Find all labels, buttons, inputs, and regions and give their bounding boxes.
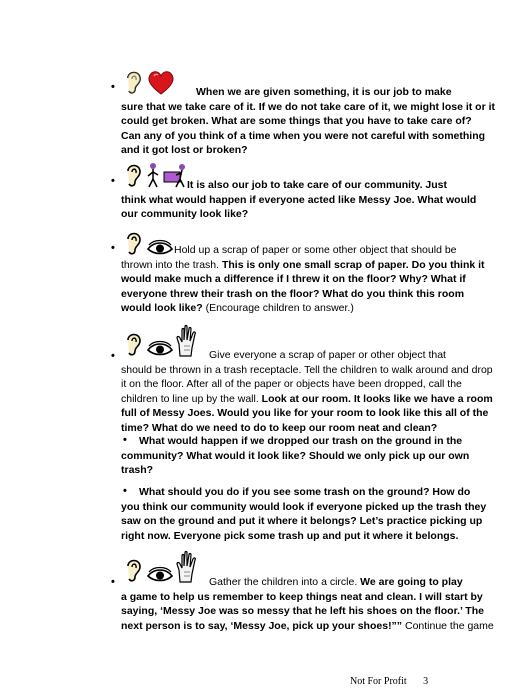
text-run: everyone threw their trash on the floor? What do you think this room (121, 287, 465, 300)
text-run: would make much a difference if I threw it on the floor? Why? What if (121, 273, 466, 285)
text-run: should be thrown in a trash receptacle. Tell the children to walk around and drop (121, 363, 493, 376)
text-line (121, 207, 465, 222)
text-run: would look like? (121, 302, 206, 314)
text-line (121, 287, 465, 302)
text-line (121, 463, 465, 478)
text-run: Give everyone a scrap of paper or other object that (209, 349, 446, 361)
text-line (121, 348, 465, 363)
text-line (121, 619, 494, 634)
text-line (121, 301, 465, 316)
text-line (121, 100, 495, 115)
bullet: • (111, 81, 115, 93)
text-run: What should you do if you see some trash on the ground? How do (139, 486, 471, 498)
text-line (121, 363, 493, 378)
paragraph-s7 (121, 575, 494, 633)
text-run: Can any of you think of a time when you were not careful with something (121, 129, 486, 142)
text-line (121, 258, 485, 273)
text-line (121, 421, 465, 436)
text-line (121, 243, 465, 258)
text-line (121, 377, 465, 392)
text-line (121, 604, 484, 619)
text-run: We are going to play (360, 576, 463, 588)
text-run: time? What do we need to do to keep our room neat and clean? (121, 421, 438, 434)
text-run: What would happen if we dropped our trash on the ground in the (139, 435, 463, 447)
paragraph-s2 (121, 178, 477, 222)
paragraph-s3 (121, 243, 485, 316)
bullet: • (123, 485, 127, 497)
text-line (121, 485, 471, 500)
footer-label: Not For Profit (350, 676, 407, 687)
paragraph-s6 (121, 485, 487, 543)
text-run: and it got lost or broken? (121, 144, 248, 156)
text-run: saw on the ground and put it where it belongs? Let’s practice picking up (121, 515, 483, 527)
bullet: • (111, 350, 115, 362)
text-line (121, 143, 465, 158)
text-run: you think our community would look if everyone picked up the trash they (121, 500, 487, 513)
text-line (121, 575, 465, 590)
text-run: community? What would it look like? Should we only pick up our own (121, 449, 470, 462)
text-line (121, 514, 483, 529)
text-run: full of Messy Joes. Would you like for your room to look like this all of the (121, 407, 489, 419)
paragraph-s1 (121, 85, 495, 158)
text-line (121, 529, 465, 544)
text-line (121, 449, 470, 464)
text-line (121, 85, 465, 100)
text-line (121, 178, 465, 193)
bullet: • (111, 576, 115, 588)
text-run: could get broken. What are some things that you have to take care of? (121, 115, 472, 127)
text-run: think what would happen if everyone acted like Messy Joe. What would (121, 193, 477, 206)
text-run: Look at our room. It looks like we have a room (261, 392, 493, 405)
text-run: Continue the game (404, 619, 494, 632)
page-footer (350, 676, 428, 687)
text-run: a game to help us remember to keep things neat and clean. I will start by (121, 590, 483, 603)
text-run: right now. Everyone pick some trash up and put it where it belongs. (121, 529, 459, 542)
text-line (121, 114, 472, 129)
bullet: • (111, 242, 115, 254)
text-run: Gather the children into a circle. (209, 576, 361, 588)
text-line (121, 500, 487, 515)
text-run: Hold up a scrap of paper or some other object that should be (174, 244, 457, 256)
text-run: next person is to say, ‘Messy Joe, pick up your shoes!”” (121, 619, 405, 632)
text-line (121, 406, 489, 421)
text-line (121, 590, 483, 605)
text-line (121, 272, 465, 287)
text-run: It is also our job to take care of our community. Just (187, 179, 448, 191)
text-run: This is only one small scrap of paper. Do you think it (221, 258, 485, 271)
text-run: trash? (121, 464, 154, 476)
paragraph-s5 (121, 434, 470, 478)
text-line (121, 193, 477, 208)
text-line (121, 392, 493, 407)
text-run: thrown into the trash. (121, 258, 222, 271)
text-run: our community look like? (121, 208, 249, 220)
text-line (121, 129, 486, 144)
text-run: it on the floor. After all of the paper or objects have been dropped, call the (121, 378, 462, 390)
text-line (121, 434, 465, 449)
text-run: children to line up by the wall. (121, 392, 262, 405)
page-number: 3 (423, 676, 429, 687)
paragraph-s4 (121, 348, 493, 435)
text-run: When we are given something, it is our job to make (196, 86, 452, 98)
text-run: (Encourage children to answer.) (205, 302, 354, 314)
text-run: sure that we take care of it. If we do not take care of it, we might lose it or it (121, 100, 495, 113)
bullet: • (111, 175, 115, 187)
bullet: • (123, 434, 127, 446)
text-run: saying, ‘Messy Joe was so messy that he left his shoes on the floor.’ The (121, 605, 484, 617)
